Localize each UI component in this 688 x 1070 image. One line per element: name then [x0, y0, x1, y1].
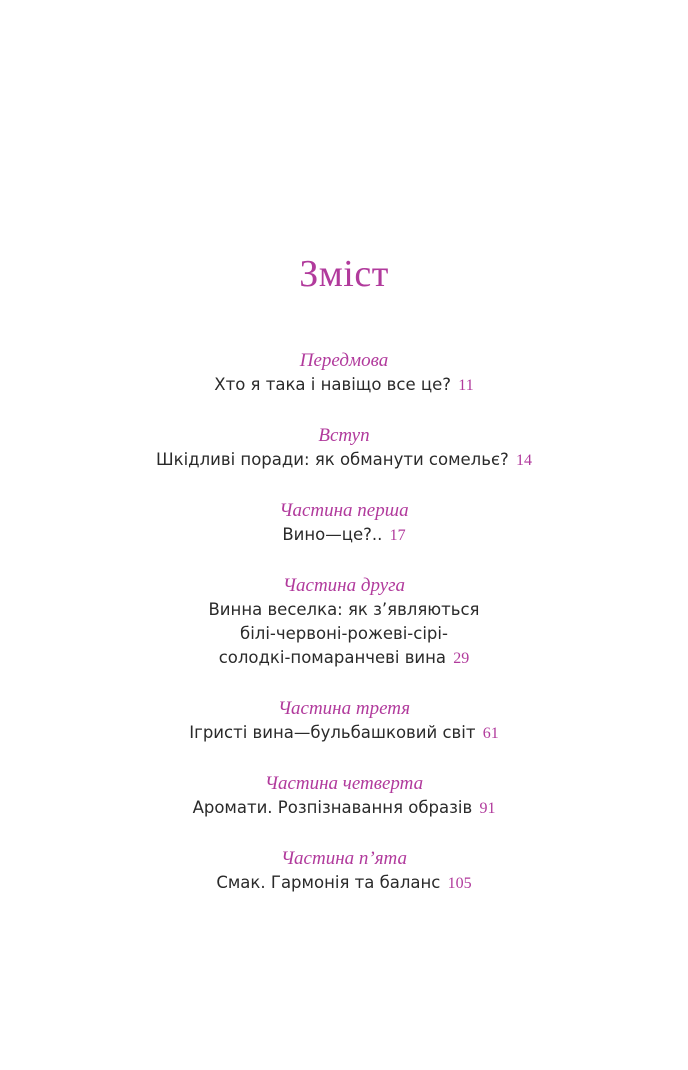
toc-part-label: Частина перша	[279, 500, 409, 521]
toc-entry-line: білі-червоні-рожеві-сірі-	[240, 624, 448, 643]
toc-entry-line: Винна веселка: як з’являються	[208, 600, 480, 619]
toc-entry[interactable]	[0, 772, 688, 821]
toc-page-number: 91	[479, 800, 496, 817]
toc-entry-title	[0, 871, 688, 896]
toc-page-number: 29	[453, 650, 470, 667]
toc-entry[interactable]	[0, 847, 688, 896]
toc-entry[interactable]	[0, 697, 688, 746]
toc-entry-title	[0, 721, 688, 746]
toc-entry-text: Аромати. Розпізнавання образів	[192, 798, 473, 817]
toc-entry-text: Шкідливі поради: як обманути сомельє?	[155, 450, 509, 469]
toc-entry-title	[0, 448, 688, 473]
toc-entry-title	[0, 796, 688, 821]
toc-part-label: Передмова	[299, 350, 389, 371]
toc-entry-line	[0, 646, 688, 671]
toc-entry-line	[0, 373, 688, 398]
toc-entry-text: Смак. Гармонія та баланс	[216, 873, 441, 892]
toc-page-number: 17	[389, 527, 406, 544]
toc-entry-title	[0, 523, 688, 548]
toc-entry-text: Хто я така і навіщо все це?	[214, 375, 452, 394]
toc-entry-line	[0, 448, 688, 473]
toc-entry[interactable]	[0, 574, 688, 671]
toc-page-number: 11	[458, 377, 474, 394]
toc-page-number: 61	[482, 725, 499, 742]
toc-entry[interactable]	[0, 499, 688, 548]
toc-part-label: Частина третя	[277, 698, 411, 719]
toc-entry-line	[0, 721, 688, 746]
toc-entry-text: Ігристі вина—бульбашковий світ	[189, 723, 476, 742]
toc-entry-title	[0, 598, 688, 671]
toc-part-label: Вступ	[318, 425, 370, 446]
toc-entry[interactable]	[0, 424, 688, 473]
toc-entry-text: солодкі-помаранчеві вина	[218, 648, 447, 667]
table-of-contents	[0, 349, 688, 922]
toc-page-number: 14	[516, 452, 533, 469]
toc-entry-line	[0, 871, 688, 896]
page-title: Зміст	[299, 253, 389, 295]
toc-part-label: Частина п’ята	[280, 848, 408, 869]
toc-entry-title	[0, 373, 688, 398]
toc-entry-text: Вино—це?..	[282, 525, 383, 544]
toc-entry[interactable]	[0, 349, 688, 398]
toc-entry-line	[0, 523, 688, 548]
toc-entry-line	[0, 796, 688, 821]
toc-part-label: Частина четверта	[264, 773, 424, 794]
toc-page-number: 105	[447, 875, 472, 892]
toc-part-label: Частина друга	[282, 575, 406, 596]
